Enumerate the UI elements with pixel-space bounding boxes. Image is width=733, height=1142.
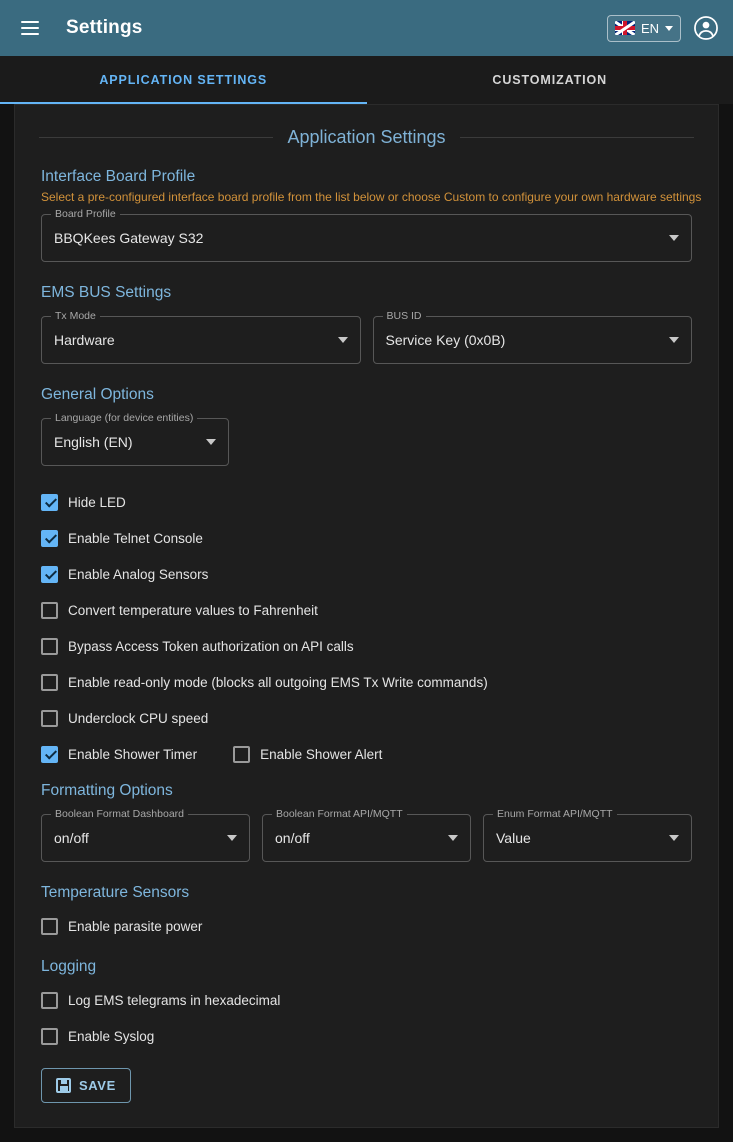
page-title: Settings bbox=[66, 17, 143, 38]
checkbox-row-log-hex[interactable] bbox=[27, 982, 706, 1018]
checkbox-row-parasite-power[interactable] bbox=[27, 908, 706, 944]
bus-id-select[interactable] bbox=[373, 310, 693, 364]
checkbox-hide-led[interactable] bbox=[41, 494, 58, 511]
save-disk-icon bbox=[56, 1078, 71, 1093]
section-title-formatting-options: Formatting Options bbox=[41, 782, 173, 799]
label-enable-shower-timer: Enable Shower Timer bbox=[68, 746, 198, 762]
section-title-interface-board: Interface Board Profile bbox=[41, 168, 196, 185]
panel-title: Application Settings bbox=[287, 127, 446, 147]
enum-format-api-mqtt-legend: Enum Format API/MQTT bbox=[493, 808, 617, 820]
checkbox-row-underclock-cpu[interactable] bbox=[27, 700, 706, 736]
chevron-down-icon bbox=[227, 835, 237, 841]
checkbox-enable-shower-alert[interactable] bbox=[233, 746, 250, 763]
bus-id-legend: BUS ID bbox=[383, 310, 426, 322]
checkbox-enable-analog-sensors[interactable] bbox=[41, 566, 58, 583]
language-selector[interactable] bbox=[607, 15, 681, 42]
divider-left bbox=[39, 137, 273, 138]
boolean-format-dashboard-select[interactable] bbox=[41, 808, 250, 862]
checkbox-enable-parasite-power[interactable] bbox=[41, 918, 58, 935]
boolean-format-api-mqtt-legend: Boolean Format API/MQTT bbox=[272, 808, 407, 820]
checkbox-row-enable-analog-sensors[interactable] bbox=[27, 556, 706, 592]
settings-panel bbox=[14, 104, 719, 1128]
label-bypass-access-token: Bypass Access Token authorization on API calls bbox=[68, 638, 354, 654]
checkbox-read-only-mode[interactable] bbox=[41, 674, 58, 691]
uk-flag-icon bbox=[615, 21, 635, 35]
tx-mode-select[interactable] bbox=[41, 310, 361, 364]
section-title-logging: Logging bbox=[41, 958, 97, 975]
enum-format-api-mqtt-select[interactable] bbox=[483, 808, 692, 862]
tab-customization[interactable]: CUSTOMIZATION bbox=[492, 73, 608, 87]
hamburger-menu-icon[interactable] bbox=[12, 10, 48, 46]
checkbox-row-shower bbox=[27, 736, 706, 772]
label-enable-syslog: Enable Syslog bbox=[68, 1028, 155, 1044]
app-bar-actions bbox=[607, 13, 721, 43]
language-value: English (EN) bbox=[54, 434, 133, 450]
label-read-only-mode: Enable read-only mode (blocks all outgoing EMS Tx Write commands) bbox=[68, 674, 488, 690]
chevron-down-icon bbox=[669, 337, 679, 343]
label-underclock-cpu: Underclock CPU speed bbox=[68, 710, 209, 726]
boolean-format-dashboard-legend: Boolean Format Dashboard bbox=[51, 808, 188, 820]
checkbox-row-enable-telnet-console[interactable] bbox=[27, 520, 706, 556]
language-label: EN bbox=[640, 20, 659, 36]
board-profile-value: BBQKees Gateway S32 bbox=[54, 230, 204, 246]
checkbox-row-convert-fahrenheit[interactable] bbox=[27, 592, 706, 628]
section-title-general-options: General Options bbox=[41, 386, 154, 403]
checkbox-row-bypass-access-token[interactable] bbox=[27, 628, 706, 664]
actions-bar bbox=[27, 1054, 706, 1103]
account-circle-icon[interactable] bbox=[691, 13, 721, 43]
checkbox-row-hide-led[interactable] bbox=[27, 484, 706, 520]
checkbox-convert-fahrenheit[interactable] bbox=[41, 602, 58, 619]
boolean-format-api-mqtt-value: on/off bbox=[275, 830, 310, 846]
checkbox-bypass-access-token[interactable] bbox=[41, 638, 58, 655]
label-log-ems-telegrams-hex: Log EMS telegrams in hexadecimal bbox=[68, 992, 281, 1008]
enum-format-api-mqtt-value: Value bbox=[496, 830, 531, 846]
chevron-down-icon bbox=[448, 835, 458, 841]
checkbox-log-ems-telegrams-hex[interactable] bbox=[41, 992, 58, 1009]
checkbox-row-enable-syslog[interactable] bbox=[27, 1018, 706, 1054]
boolean-format-api-mqtt-select[interactable] bbox=[262, 808, 471, 862]
chevron-down-icon bbox=[206, 439, 216, 445]
tx-mode-value: Hardware bbox=[54, 332, 115, 348]
checkbox-group-shower-timer[interactable] bbox=[41, 746, 197, 763]
section-subtitle-interface-board: Select a pre-configured interface board profile from the list below or choose Custom to configure your own hardware settings bbox=[41, 190, 702, 204]
save-button[interactable] bbox=[41, 1068, 131, 1103]
chevron-down-icon bbox=[669, 835, 679, 841]
boolean-format-dashboard-value: on/off bbox=[54, 830, 89, 846]
app-bar bbox=[0, 0, 733, 56]
checkbox-row-read-only-mode[interactable] bbox=[27, 664, 706, 700]
checkbox-enable-telnet-console[interactable] bbox=[41, 530, 58, 547]
section-title-temperature-sensors: Temperature Sensors bbox=[41, 884, 190, 901]
tab-bar bbox=[0, 56, 733, 104]
chevron-down-icon bbox=[338, 337, 348, 343]
label-enable-shower-alert: Enable Shower Alert bbox=[260, 746, 383, 762]
label-enable-parasite-power: Enable parasite power bbox=[68, 918, 203, 934]
content-area bbox=[0, 104, 733, 1142]
board-profile-select[interactable] bbox=[41, 208, 692, 262]
bus-id-value: Service Key (0x0B) bbox=[385, 332, 506, 348]
label-hide-led: Hide LED bbox=[68, 494, 126, 510]
section-title-ems-bus: EMS BUS Settings bbox=[41, 284, 172, 301]
checkbox-group-shower-alert[interactable] bbox=[233, 746, 382, 763]
label-convert-fahrenheit: Convert temperature values to Fahrenheit bbox=[68, 602, 318, 618]
chevron-down-icon bbox=[665, 26, 673, 31]
chevron-down-icon bbox=[669, 235, 679, 241]
label-enable-telnet-console: Enable Telnet Console bbox=[68, 530, 203, 546]
checkbox-enable-syslog[interactable] bbox=[41, 1028, 58, 1045]
language-select[interactable] bbox=[41, 412, 229, 466]
label-enable-analog-sensors: Enable Analog Sensors bbox=[68, 566, 209, 582]
board-profile-legend: Board Profile bbox=[51, 208, 120, 220]
divider-right bbox=[460, 137, 694, 138]
panel-header bbox=[39, 127, 694, 148]
checkbox-enable-shower-timer[interactable] bbox=[41, 746, 58, 763]
save-button-label: SAVE bbox=[79, 1078, 116, 1093]
tab-application-settings[interactable]: APPLICATION SETTINGS bbox=[0, 56, 367, 104]
checkbox-underclock-cpu[interactable] bbox=[41, 710, 58, 727]
tx-mode-legend: Tx Mode bbox=[51, 310, 100, 322]
language-legend: Language (for device entities) bbox=[51, 412, 197, 424]
